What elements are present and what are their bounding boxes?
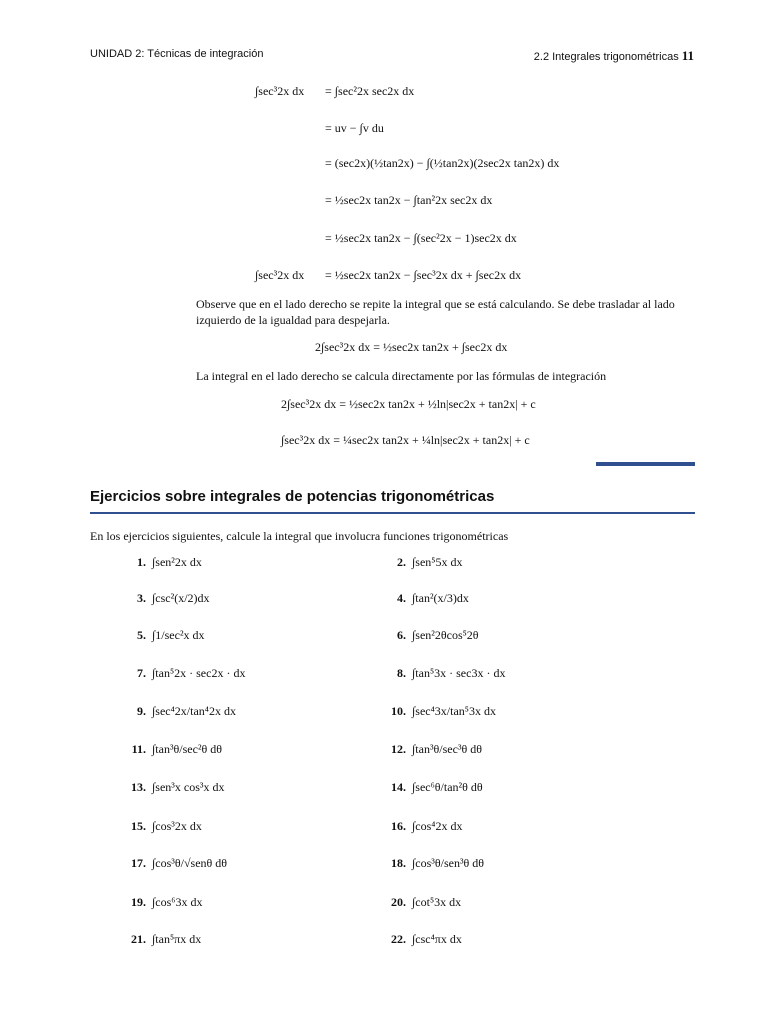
section-title: Ejercicios sobre integrales de potencias trigonométricas: [90, 488, 495, 505]
exercise-expression: ∫sec⁶θ/tan²θ dθ: [412, 779, 483, 794]
exercise-expression: ∫sec⁴2x/tan⁴2x dx: [152, 703, 236, 718]
equation-isolated: 2∫sec³2x dx = ½sec2x tan2x + ∫sec2x dx: [315, 339, 508, 354]
exercise-expression: ∫tan⁵3x · sec3x · dx: [412, 665, 506, 680]
exercise-number: 22.: [391, 931, 406, 946]
exercise-number: 12.: [391, 741, 406, 756]
exercise-number: 1.: [137, 554, 146, 569]
exercise-item: [380, 618, 479, 652]
exercise-expression: ∫cot⁵3x dx: [412, 894, 462, 909]
exercise-number: 10.: [391, 703, 406, 718]
exercise-item: [380, 732, 482, 766]
end-of-example-bar: [596, 462, 695, 466]
exercise-expression: ∫csc⁴πx dx: [412, 931, 462, 946]
exercise-item: [120, 922, 201, 956]
exercise-item: [120, 732, 222, 766]
exercise-number: 5.: [137, 627, 146, 642]
running-header-left: UNIDAD 2: Técnicas de integración: [90, 48, 264, 60]
exercise-item: [380, 885, 461, 919]
exercise-item: [380, 545, 462, 579]
exercise-number: 16.: [391, 818, 406, 833]
exercise-number: 4.: [397, 590, 406, 605]
exercise-expression: ∫sen⁵5x dx: [412, 554, 463, 569]
running-header-right: [534, 48, 694, 64]
exercise-expression: ∫tan³θ/sec²θ dθ: [152, 741, 223, 756]
exercise-item: [120, 846, 227, 880]
exercise-item: [380, 809, 462, 843]
exercise-number: 15.: [131, 818, 146, 833]
exercise-item: [380, 656, 505, 690]
derivation-rhs: = ½sec2x tan2x − ∫tan²2x sec2x dx: [325, 192, 493, 207]
exercise-expression: ∫tan²(x/3)dx: [412, 590, 469, 605]
exercise-expression: ∫cos⁴2x dx: [412, 818, 463, 833]
exercise-item: [120, 809, 202, 843]
exercise-number: 7.: [137, 665, 146, 680]
exercise-number: 9.: [137, 703, 146, 718]
section-underline: [90, 512, 695, 514]
exercise-expression: ∫tan⁵πx dx: [152, 931, 202, 946]
equation-final-2: ∫sec³2x dx = ¼sec2x tan2x + ¼ln|sec2x + tan2x| + c: [281, 432, 530, 447]
exercise-number: 6.: [397, 627, 406, 642]
exercise-expression: ∫sen²2x dx: [152, 554, 202, 569]
derivation-rhs: = ½sec2x tan2x − ∫(sec²2x − 1)sec2x dx: [325, 230, 517, 245]
exercise-expression: ∫sec⁴3x/tan⁵3x dx: [412, 703, 496, 718]
exercise-expression: ∫1/sec²x dx: [152, 627, 205, 642]
exercise-expression: ∫tan⁵2x · sec2x · dx: [152, 665, 246, 680]
exercise-expression: ∫sen²2θcos⁵2θ: [412, 627, 479, 642]
derivation-rhs: = uv − ∫v du: [325, 120, 384, 135]
exercise-number: 11.: [131, 741, 146, 756]
derivation-lhs: ∫sec³2x dx: [255, 267, 305, 282]
exercise-item: [380, 581, 469, 615]
exercise-expression: ∫tan³θ/sec³θ dθ: [412, 741, 483, 756]
exercise-item: [120, 770, 224, 804]
explanation-paragraph-1: Observe que en el lado derecho se repite la integral que se está calculando. Se debe trasladar al lado izquierdo de la igualdad para despejarla.: [196, 297, 675, 327]
exercise-expression: ∫cos³2x dx: [152, 818, 202, 833]
exercises-intro: En los ejercicios siguientes, calcule la integral que involucra funciones trigonométricas: [90, 529, 509, 543]
exercise-number: 8.: [397, 665, 406, 680]
exercise-item: [380, 922, 462, 956]
exercise-expression: ∫csc²(x/2)dx: [152, 590, 210, 605]
explanation-paragraph-2: La integral en el lado derecho se calcula directamente por las fórmulas de integración: [196, 369, 607, 383]
exercise-number: 13.: [131, 779, 146, 794]
exercise-number: 14.: [391, 779, 406, 794]
derivation-rhs: = ½sec2x tan2x − ∫sec³2x dx + ∫sec2x dx: [325, 267, 522, 282]
exercise-item: [380, 770, 483, 804]
derivation-rhs: = (sec2x)(½tan2x) − ∫(½tan2x)(2sec2x tan2x) dx: [325, 155, 560, 170]
exercise-expression: ∫cos³θ/√senθ dθ: [152, 855, 228, 870]
exercise-item: [120, 656, 245, 690]
exercise-item: [380, 846, 484, 880]
exercise-number: 20.: [391, 894, 406, 909]
section-name: 2.2 Integrales trigonométricas: [533, 51, 679, 63]
derivation-rhs: = ∫sec²2x sec2x dx: [325, 83, 415, 98]
exercise-item: [120, 618, 205, 652]
exercise-number: 17.: [131, 855, 146, 870]
exercise-number: 3.: [137, 590, 146, 605]
exercise-item: [120, 694, 236, 728]
exercise-number: 21.: [131, 931, 146, 946]
exercise-number: 2.: [397, 554, 406, 569]
exercise-number: 18.: [391, 855, 406, 870]
exercise-expression: ∫sen³x cos³x dx: [152, 779, 225, 794]
exercise-item: [380, 694, 496, 728]
exercise-expression: ∫cos³θ/sen³θ dθ: [412, 855, 485, 870]
exercise-expression: ∫cos⁶3x dx: [152, 894, 203, 909]
exercise-item: [120, 581, 210, 615]
equation-final-1: 2∫sec³2x dx = ½sec2x tan2x + ½ln|sec2x + tan2x| + c: [281, 396, 536, 411]
exercise-item: [120, 885, 202, 919]
exercise-item: [120, 545, 202, 579]
derivation-lhs: ∫sec³2x dx: [255, 83, 305, 98]
exercise-number: 19.: [131, 894, 146, 909]
page-number: 11: [681, 48, 694, 63]
